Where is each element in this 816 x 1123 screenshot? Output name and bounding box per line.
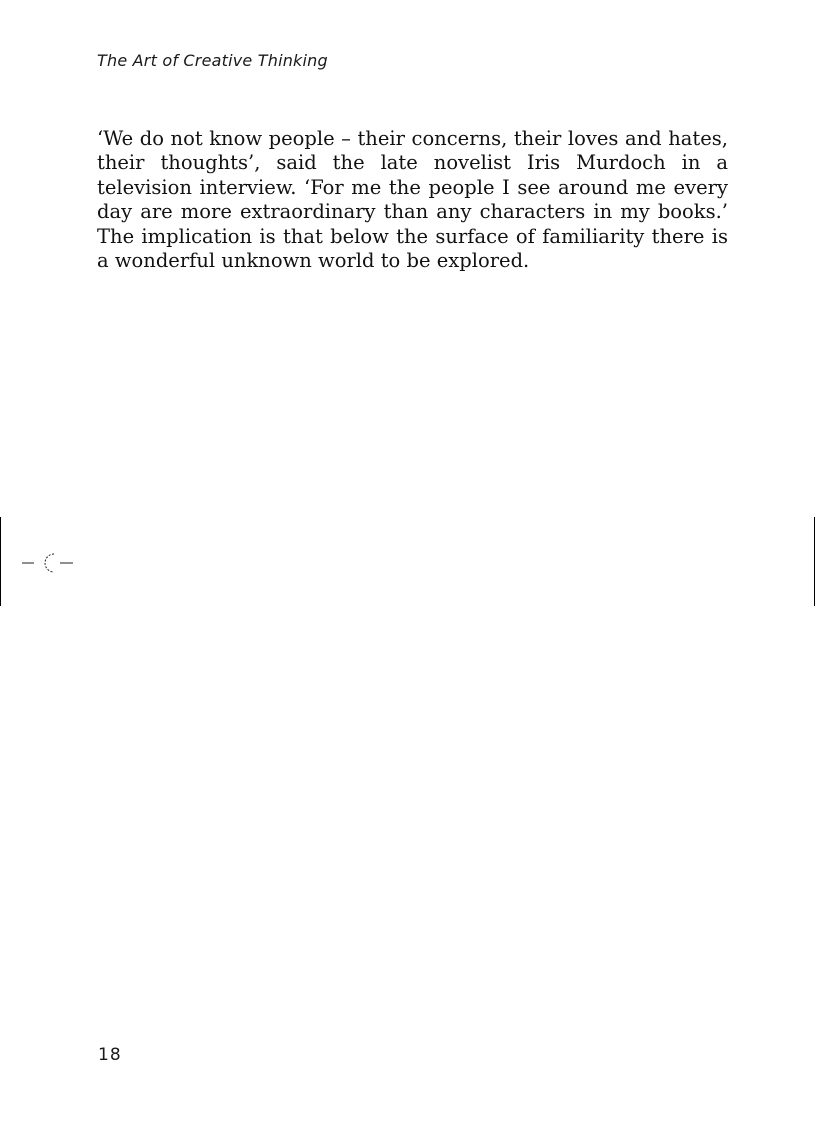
body-paragraph: ‘We do not know people – their concerns, their loves and hates, their thoughts’, said the late novelist Iris Murdoch in a television interview. ‘For me the people I see around me every day are more extraordinary than any characters in my books.’ The implication is that below the surface of familiarity there is a wonderful unknown world to be explored.	[97, 127, 728, 273]
crop-mark-right-line	[814, 517, 815, 606]
registration-mark-icon	[20, 550, 76, 576]
crop-mark-left-line	[0, 517, 1, 606]
running-header-title: The Art of Creative Thinking	[97, 51, 328, 70]
page-number: 18	[98, 1045, 122, 1065]
